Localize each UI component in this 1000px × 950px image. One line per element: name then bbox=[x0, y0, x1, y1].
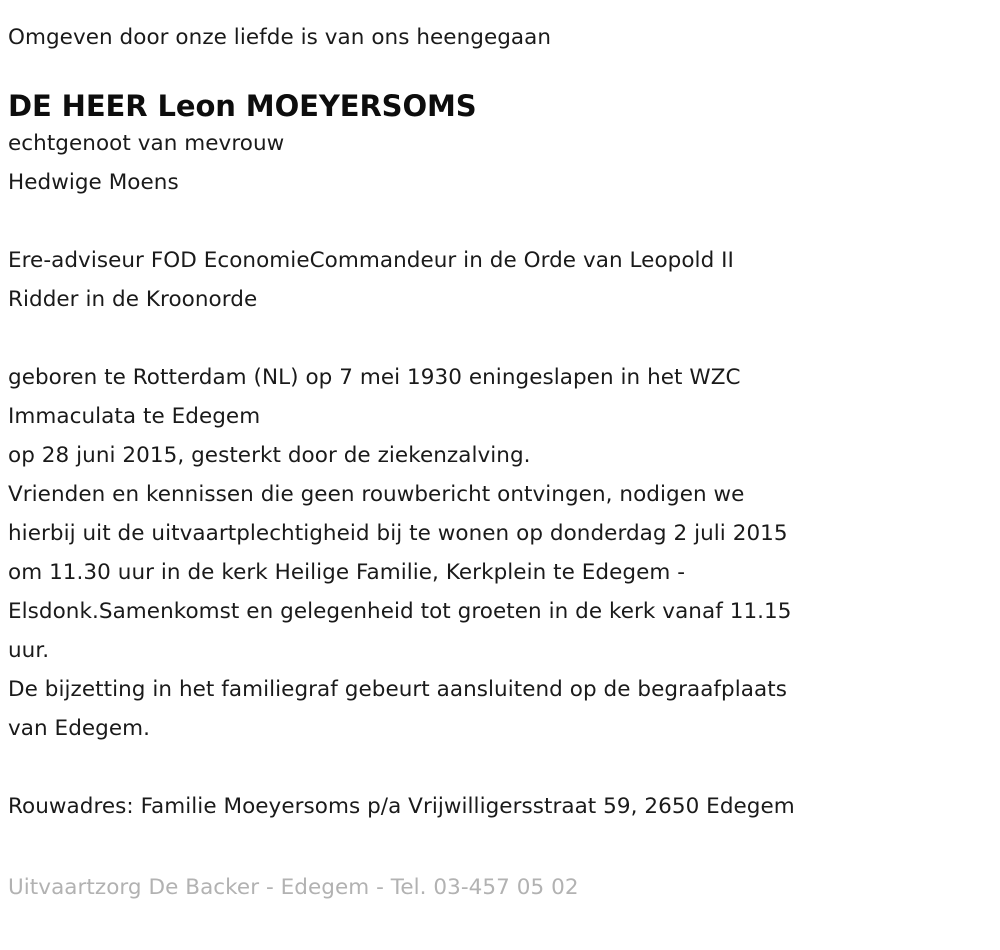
spouse-name: Hedwige Moens bbox=[8, 170, 179, 195]
detail-line-7: Elsdonk.Samenkomst en gelegenheid tot groeten in de kerk vanaf 11.15 bbox=[8, 599, 792, 624]
honor-line-2: Ridder in de Kroonorde bbox=[8, 287, 258, 312]
details-block bbox=[8, 358, 990, 748]
detail-line-1: geboren te Rotterdam (NL) op 7 mei 1930 eningeslapen in het WZC bbox=[8, 365, 741, 390]
detail-line-4: Vrienden en kennissen die geen rouwbericht ontvingen, nodigen we bbox=[8, 482, 745, 507]
mourning-address-block bbox=[8, 787, 990, 826]
deceased-name: DE HEER Leon MOEYERSOMS bbox=[8, 89, 477, 123]
spacer-before-honors bbox=[8, 202, 990, 241]
spouse-block bbox=[8, 124, 990, 202]
detail-line-2: Immaculata te Edegem bbox=[8, 404, 261, 429]
mourning-address: Rouwadres: Familie Moeyersoms p/a Vrijwilligersstraat 59, 2650 Edegem bbox=[8, 794, 795, 819]
intro-text: Omgeven door onze liefde is van ons heengegaan bbox=[8, 25, 552, 50]
relation-label: echtgenoot van mevrouw bbox=[8, 131, 285, 156]
honor-line-1: Ere-adviseur FOD EconomieCommandeur in de Orde van Leopold II bbox=[8, 248, 734, 273]
honors-block bbox=[8, 241, 990, 319]
spacer-before-name bbox=[8, 57, 990, 88]
spacer-before-address bbox=[8, 748, 990, 787]
detail-line-5: hierbij uit de uitvaartplechtigheid bij te wonen op donderdag 2 juli 2015 bbox=[8, 521, 788, 546]
detail-line-10: van Edegem. bbox=[8, 716, 151, 741]
spacer-before-footer bbox=[8, 826, 990, 871]
spacer-before-details bbox=[8, 319, 990, 358]
detail-line-9: De bijzetting in het familiegraf gebeurt aansluitend op de begraafplaats bbox=[8, 677, 787, 702]
detail-line-3: op 28 juni 2015, gesterkt door de ziekenzalving. bbox=[8, 443, 531, 468]
detail-line-6: om 11.30 uur in de kerk Heilige Familie, Kerkplein te Edegem - bbox=[8, 560, 686, 585]
funeral-home-footer: Uitvaartzorg De Backer - Edegem - Tel. 03-457 05 02 bbox=[8, 875, 579, 900]
detail-line-8: uur. bbox=[8, 638, 50, 663]
